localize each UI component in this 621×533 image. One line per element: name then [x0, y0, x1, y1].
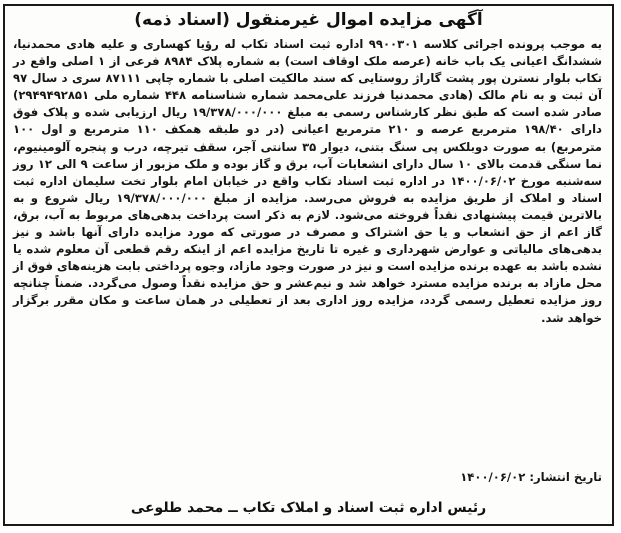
signature-line: رئیس اداره ثبت اسناد و املاک تکاب ــ محمد طلوعی: [130, 500, 487, 516]
publication-date: تاریخ انتشار: ۱۴۰۰/۰۶/۰۲: [460, 470, 602, 484]
notice-frame: [3, 4, 614, 526]
notice-body: به موجب پرونده اجرائی کلاسه ۹۹۰۰۳۰۱ اداره ثبت اسناد تکاب له رؤیا کهساری و علیه هادی محمدنیا، ششدانگ اعیانی یک باب خانه (عرصه ملک اوقاف است) به شماره پلاک ۸۹۸۴ فرعی از ۱ اصلی واقع در تکاب بلوار نسترن پور پشت گاراژ روستایی که سند مالکیت اصلی با شماره چاپی ۸۷۱۱۱ سری د سال ۹۷ آن ثبت و به نام مالک (هادی محمدنیا فرزند علی‌محمد شماره شناسنامه ۴۴۸ شماره ملی ۲۹۴۹۴۹۲۸۵۱) صادر شده است که طبق نظر کارشناس رسمی به مبلغ ۱۹/۳۷۸/۰۰۰/۰۰۰ ریال ارزیابی شده و پلاک فوق دارای ۱۹۸/۴۰ مترمربع عرصه و ۲۱۰ مترمربع اعیانی (در دو طبقه همکف ۱۱۰ مترمربع و اول ۱۰۰ مترمربع) به صورت دوبلکس پی سنگ بتنی، دیوار ۳۵ سانتی آجر، سقف تیرچه، درب و پنجره آلومینیوم، نما سنگی قدمت بالای ۱۰ سال دارای انشعابات آب، برق و گاز بوده و ملک مزبور از ساعت ۹ الی ۱۲ روز سه‌شنبه مورخ ۱۴۰۰/۰۶/۰۲ در اداره ثبت اسناد تکاب واقع در خیابان امام بلوار تخت سلیمان اداره ثبت اسناد و املاک از طریق مزایده به فروش می‌رسد. مزایده از مبلغ ۱۹/۳۷۸/۰۰۰/۰۰۰ ریال شروع و به بالاترین قیمت پیشنهادی نقداً فروخته می‌شود. لازم به ذکر است پرداخت بدهی‌های مربوط به آب، برق، گاز اعم از حق انشعاب و یا حق اشتراک و مصرف در صورتی که مورد مزایده دارای آنها باشد و نیز بدهی‌های مالیاتی و عوارض شهرداری و غیره تا تاریخ مزایده اعم از اینکه رقم قطعی آن معلوم شده یا نشده باشد به عهده برنده مزایده است و نیز در صورت وجود مازاد، وجوه پرداختی بابت هزینه‌های فوق از محل مازاد به برنده مزایده مسترد خواهد شد و نیم‌عشر و حق مزایده نقداً وصول می‌گردد. ضمناً چنانچه روز مزایده تعطیل رسمی گردد، مزایده روز اداری بعد از تعطیلی در همان ساعت و مکان مقرر برگزار خواهد شد.: [13, 37, 603, 325]
notice-title: آگهی مزایده اموال غیرمنقول (اسناد ذمه): [134, 10, 483, 30]
